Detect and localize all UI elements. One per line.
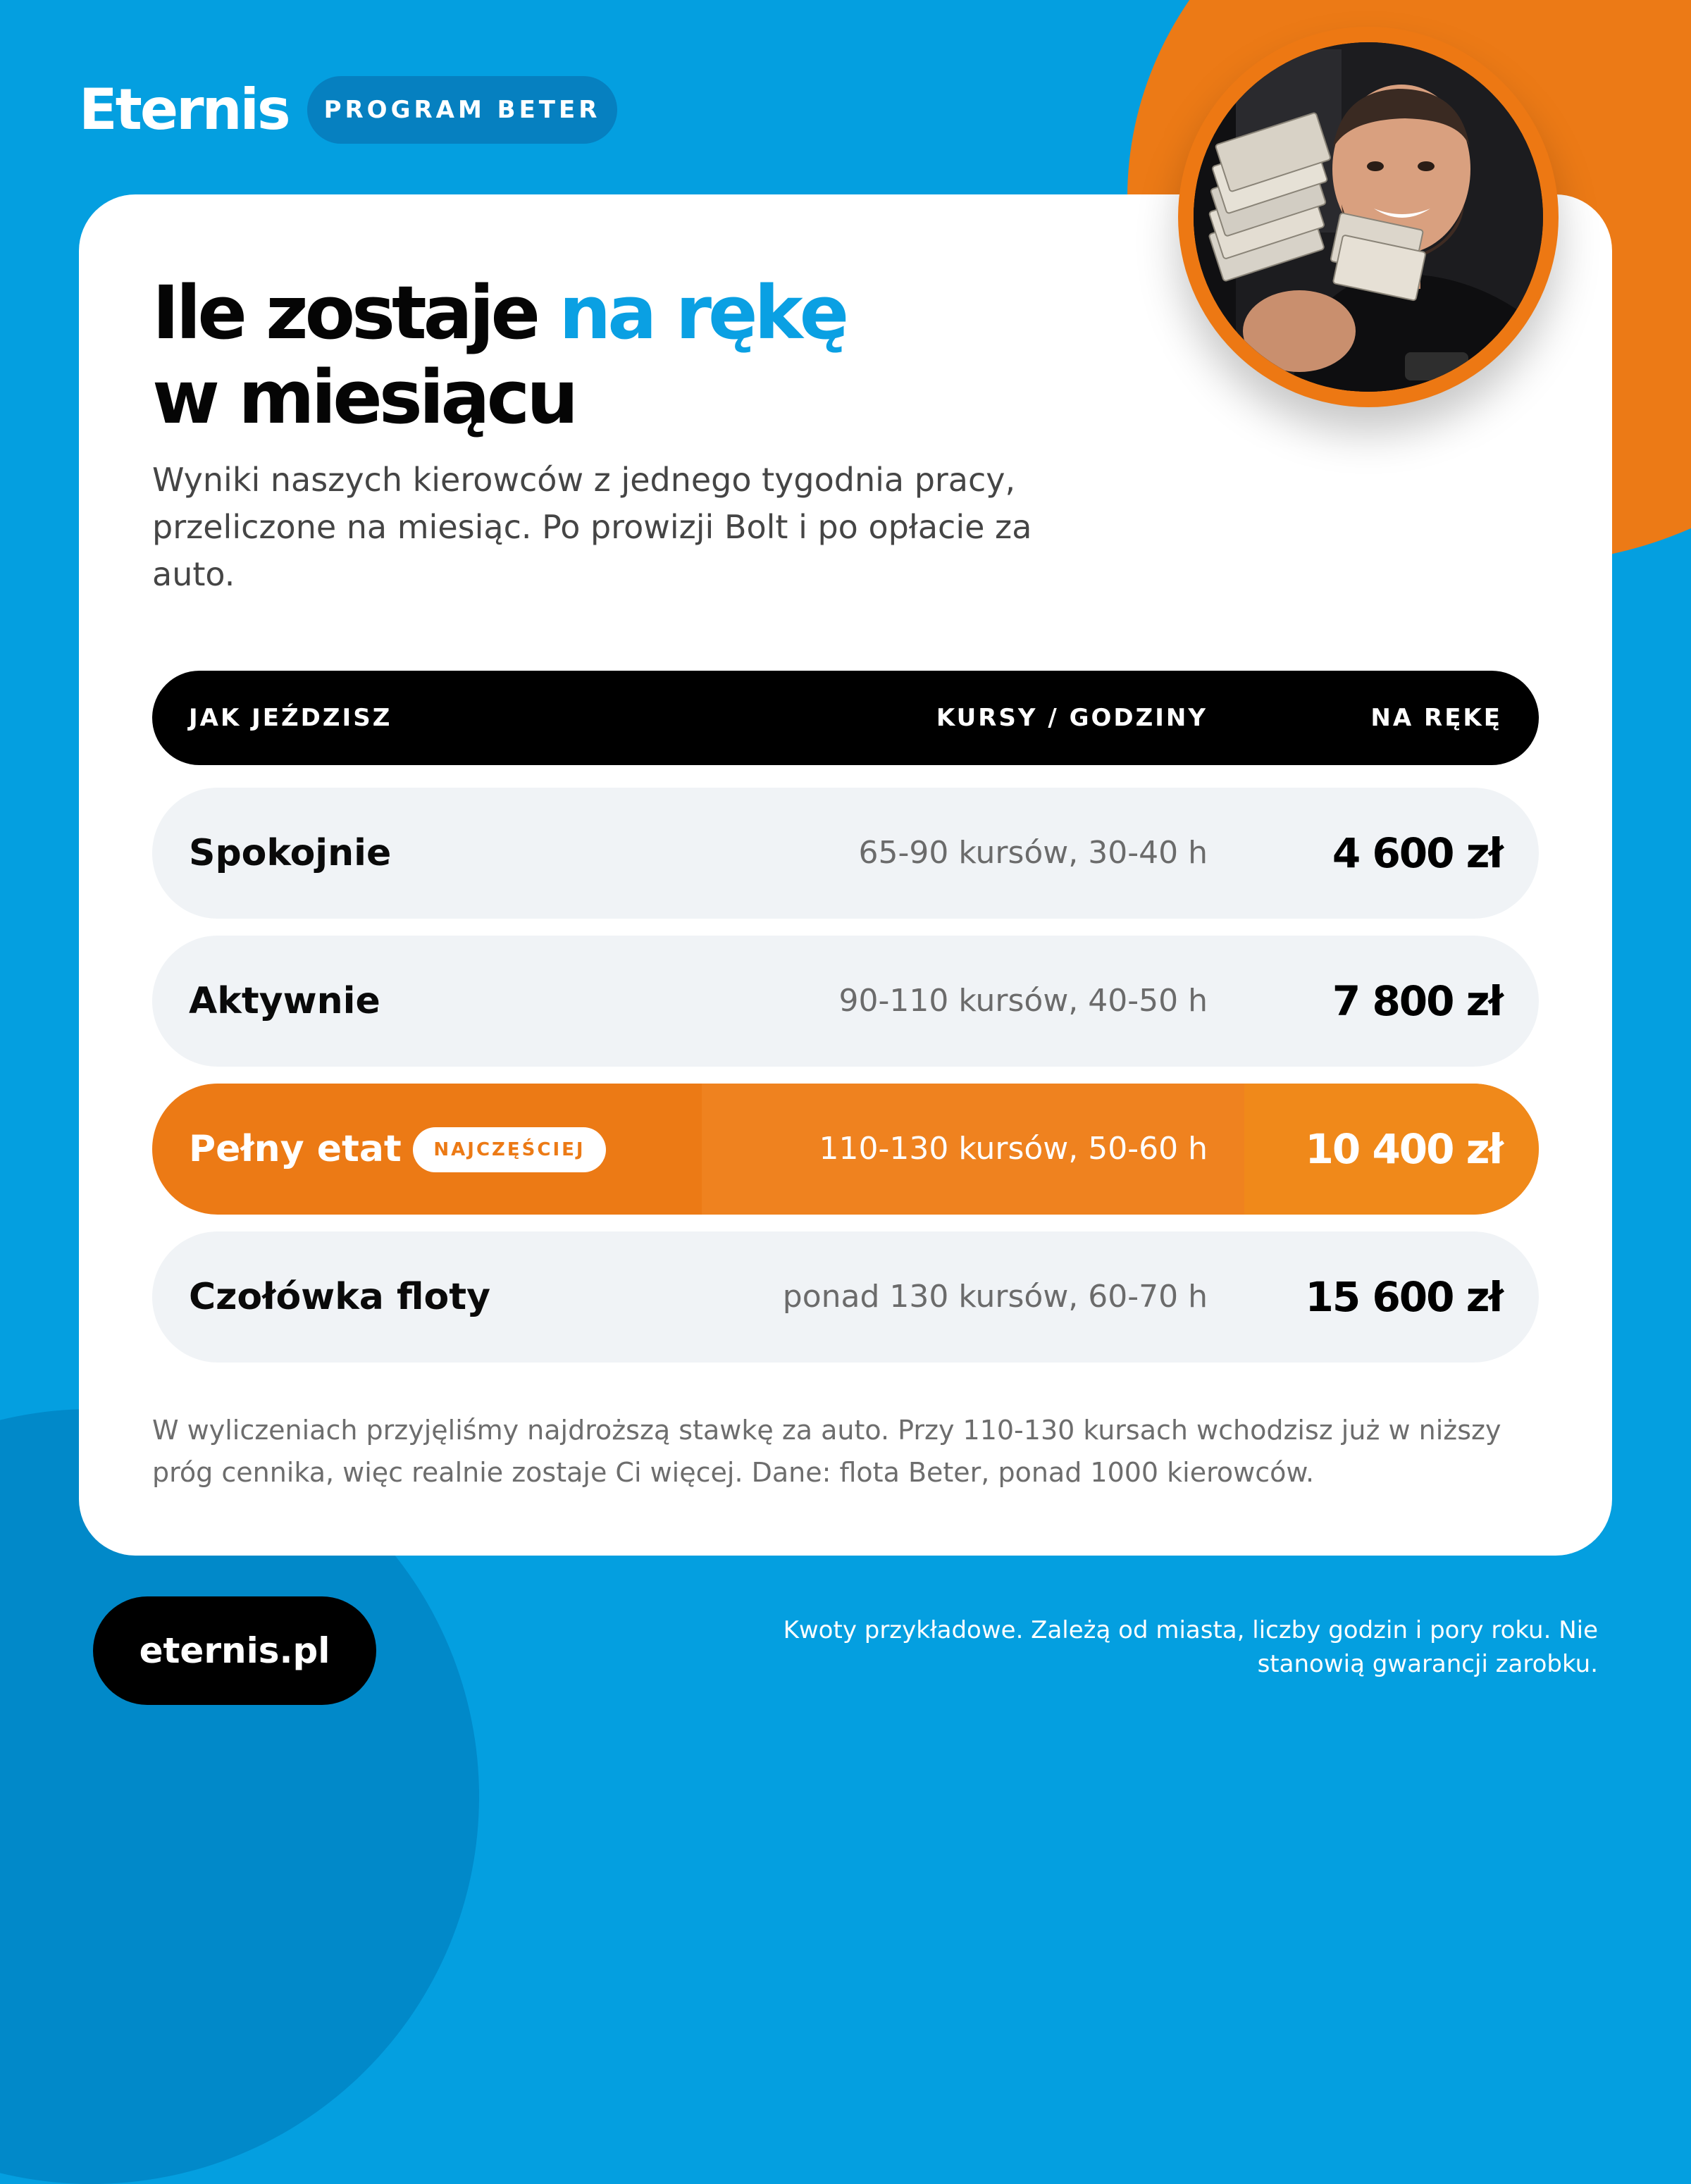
row-detail: 90-110 kursów, 40-50 h [838,983,1208,1019]
table-header [152,671,1539,765]
row-label: Czołówka floty [189,1276,491,1318]
column-header-volume: KURSY / GODZINY [936,704,1208,732]
title-highlight: na rękę [559,270,846,356]
title-part-2: w miesiącu [152,354,576,440]
driver-avatar [1178,27,1559,407]
program-badge: PROGRAM BETER [307,76,617,144]
row-amount: 4 600 zł [1332,829,1502,877]
row-amount: 7 800 zł [1332,977,1502,1025]
disclaimer: Kwoty przykładowe. Zależą od miasta, liczby godzin i pory roku. Nie stanowią gwarancji zarobku. [783,1616,1598,1678]
website-button[interactable]: eternis.pl [93,1596,376,1705]
subtitle: Wyniki naszych kierowców z jednego tygodnia pracy, przeliczone na miesiąc. Po prowizji Bolt i po opłacie za auto. [152,461,1032,593]
row-detail: 110-130 kursów, 50-60 h [819,1131,1208,1167]
page-title [152,271,846,440]
table-row-highlighted [152,1084,1539,1215]
most-common-badge: NAJCZĘŚCIEJ [413,1127,606,1172]
row-label: Pełny etat [189,1128,402,1170]
column-header-net: NA RĘKĘ [1370,704,1502,732]
title-part-1: Ile zostaje [152,270,559,356]
row-label: Spokojnie [189,832,392,874]
driver-photo [1194,42,1543,392]
row-label: Aktywnie [189,980,380,1022]
column-header-style: JAK JEŹDZISZ [189,704,392,732]
table-row [152,1231,1539,1363]
row-amount: 15 600 zł [1305,1273,1502,1321]
row-amount: 10 400 zł [1305,1125,1502,1173]
row-detail: ponad 130 kursów, 60-70 h [782,1279,1208,1315]
row-detail: 65-90 kursów, 30-40 h [858,835,1208,871]
eternis-logo: Eternis [79,77,289,142]
table-row [152,936,1539,1067]
driver-photo-illustration [1194,42,1543,392]
table-row [152,788,1539,919]
footnote: W wyliczeniach przyjęliśmy najdroższą stawkę za auto. Przy 110-130 kursach wchodzisz już w niższy próg cennika, więc realnie zostaje Ci więcej. Dane: flota Beter, ponad 1000 kierowców. [152,1415,1501,1488]
